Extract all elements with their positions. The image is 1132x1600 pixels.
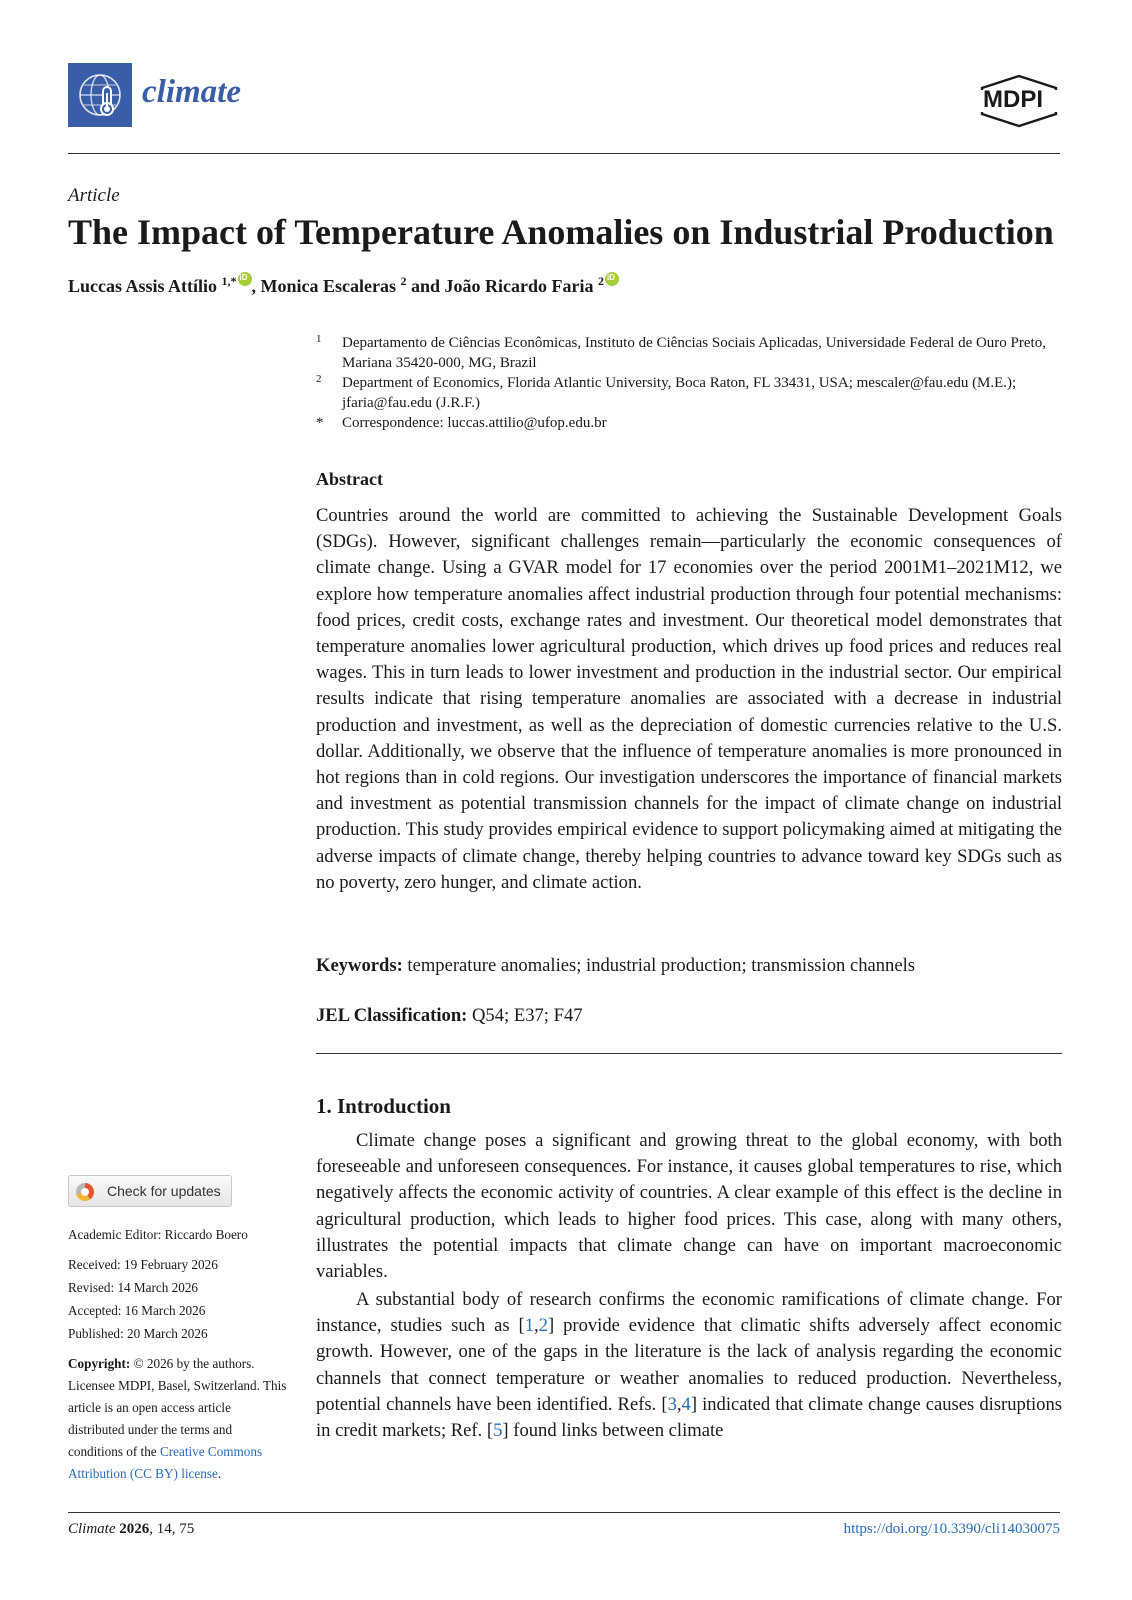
keywords (316, 955, 915, 977)
footer-volume-pages: , 14, 75 (149, 1521, 195, 1537)
author-separator: , (251, 276, 261, 296)
citation-separator: , (534, 1315, 539, 1337)
author-affiliation-mark: 1,* (221, 274, 237, 288)
journal-name[interactable]: climate (142, 74, 241, 110)
citation-link[interactable]: 2 (538, 1315, 548, 1337)
orcid-icon[interactable] (238, 272, 252, 286)
header-divider (68, 153, 1060, 154)
paragraph (316, 1287, 1062, 1444)
author-name[interactable]: Monica Escaleras (260, 276, 397, 296)
publisher-name: MDPI (983, 86, 1043, 113)
publisher-logo[interactable] (978, 74, 1060, 128)
check-for-updates-button[interactable] (68, 1175, 232, 1207)
footer-divider (68, 1512, 1060, 1513)
correspondence (316, 413, 1058, 433)
section-divider (316, 1053, 1062, 1054)
received-date: Received: 19 February 2026 (68, 1257, 218, 1272)
doi-link[interactable]: https://doi.org/10.3390/cli14030075 (843, 1521, 1060, 1537)
journal-logo[interactable] (68, 63, 132, 127)
paragraph-text: Climate change poses a significant and growing threat to the global economy, with both foreseeable and unforeseen consequences. For instance, it causes global temperatures to rise, which negatively affects the economic activity of countries. A clear example of this effect is the decline in agricultural production, which leads to higher food prices. This case, along with many others, illustrates the potential impacts that climate change can have on important macroeconomic variables. (316, 1130, 1062, 1283)
published-date: Published: 20 March 2026 (68, 1326, 208, 1341)
paragraph (316, 1128, 1062, 1285)
keywords-value: temperature anomalies; industrial production; transmission channels (402, 955, 916, 976)
license-link[interactable]: Creative Commons Attribution (CC BY) license (68, 1444, 263, 1481)
academic-editor: Academic Editor: Riccardo Boero (68, 1227, 248, 1242)
check-for-updates-label: Check for updates (107, 1183, 221, 1199)
accepted-date: Accepted: 16 March 2026 (68, 1303, 206, 1318)
copyright-text: © 2026 by the authors. Licensee MDPI, Basel, Switzerland. This article is an open access article distributed under the terms and conditions of the (68, 1356, 287, 1459)
citation-link[interactable]: 3 (667, 1393, 677, 1415)
affiliation-mark: 2 (316, 373, 322, 385)
paragraph-text: ] provide evidence that climatic shifts adversely affect economic growth. However, one of the gaps in the literature is the lack of analysis regarding the economic channels that connect temperature or weather anomalies to reduced production. Nevertheless, potential channels have been identified. Refs. [ (316, 1315, 1062, 1415)
author-name[interactable]: João Ricardo Faria (444, 276, 594, 296)
affiliation-text: Department of Economics, Florida Atlantic University, Boca Raton, FL 33431, USA; mescaler@fau.edu (M.E.); jfaria@fau.edu (J.R.F.) (342, 375, 1017, 411)
paragraph-text: A substantial body of research confirms the economic ramifications of climate change. For instance, studies such as [ (316, 1289, 1062, 1337)
paragraph-text: ] indicated that climate change causes disruptions in credit markets; Ref. [ (316, 1393, 1062, 1442)
affiliation (316, 373, 1058, 413)
paragraph-text: ] found links between climate (502, 1420, 724, 1442)
citation-link[interactable]: 1 (524, 1315, 534, 1337)
author-affiliation-mark: 2 (400, 274, 407, 288)
orcid-icon[interactable] (605, 272, 619, 286)
footer-year: 2026 (119, 1521, 150, 1537)
copyright-notice (68, 1353, 290, 1485)
keywords-label: Keywords: (316, 955, 403, 976)
correspondence-text: Correspondence: luccas.attilio@ufop.edu.br (342, 415, 607, 431)
citation-link[interactable]: 5 (493, 1420, 503, 1442)
revised-date: Revised: 14 March 2026 (68, 1280, 199, 1295)
abstract-heading: Abstract (316, 469, 383, 489)
author-list (68, 272, 619, 297)
copyright-label: Copyright: (68, 1356, 131, 1371)
citation-link[interactable]: 4 (681, 1393, 691, 1415)
correspondence-mark: * (316, 415, 324, 431)
abstract-text: Countries around the world are committed to achieving the Sustainable Development Goals (SDGs). However, significant challenges remain—particularly the economic consequences of climate change. Using a GVAR model for 17 economies over the period 2001M1–2021M12, we explore how temperature anomalies affect industrial production through four potential mechanisms: food prices, credit costs, exchange rates and investment. Our theoretical model demonstrates that temperature anomalies lower agricultural production, which drives up food prices and reduces real wages. This in turn leads to lower investment and production in the industrial sector. Our empirical results indicate that rising temperature anomalies are associated with a decrease in industrial production and investment, as well as the depreciation of domestic currencies relative to the U.S. dollar. Additionally, we observe that the influence of temperature anomalies is more pronounced in hot regions than in cold regions. Our investigation underscores the importance of financial markets and investment as potential transmission channels for the impact of climate change on industrial production. This study provides empirical evidence to support policymaking aimed at mitigating the adverse impacts of climate change, thereby helping countries to advance toward key SDGs such as no poverty, zero hunger, and climate action. (316, 505, 1062, 893)
affiliation-mark: 1 (316, 333, 322, 345)
article-type: Article (68, 185, 120, 206)
author-name[interactable]: Luccas Assis Attílio (68, 276, 218, 296)
citation-footer (68, 1521, 194, 1538)
citation-separator: , (676, 1393, 682, 1415)
author-affiliation-mark: 2 (598, 274, 605, 288)
footer-journal: Climate (68, 1521, 116, 1537)
affiliation-text: Departamento de Ciências Econômicas, Instituto de Ciências Sociais Aplicadas, Universidade Federal de Ouro Preto, Mariana 35420-000, MG, Brazil (342, 335, 1046, 371)
affiliation (316, 333, 1058, 373)
jel-classification (316, 1005, 583, 1027)
copyright-end: . (217, 1466, 222, 1481)
crossmark-icon (76, 1183, 94, 1201)
jel-label: JEL Classification: (316, 1005, 468, 1026)
author-separator: and (406, 276, 445, 296)
jel-value: Q54; E37; F47 (467, 1005, 583, 1026)
section-heading: 1. Introduction (316, 1094, 451, 1118)
article-title: The Impact of Temperature Anomalies on Industrial Production (68, 212, 1054, 252)
globe-thermometer-icon (68, 63, 132, 127)
